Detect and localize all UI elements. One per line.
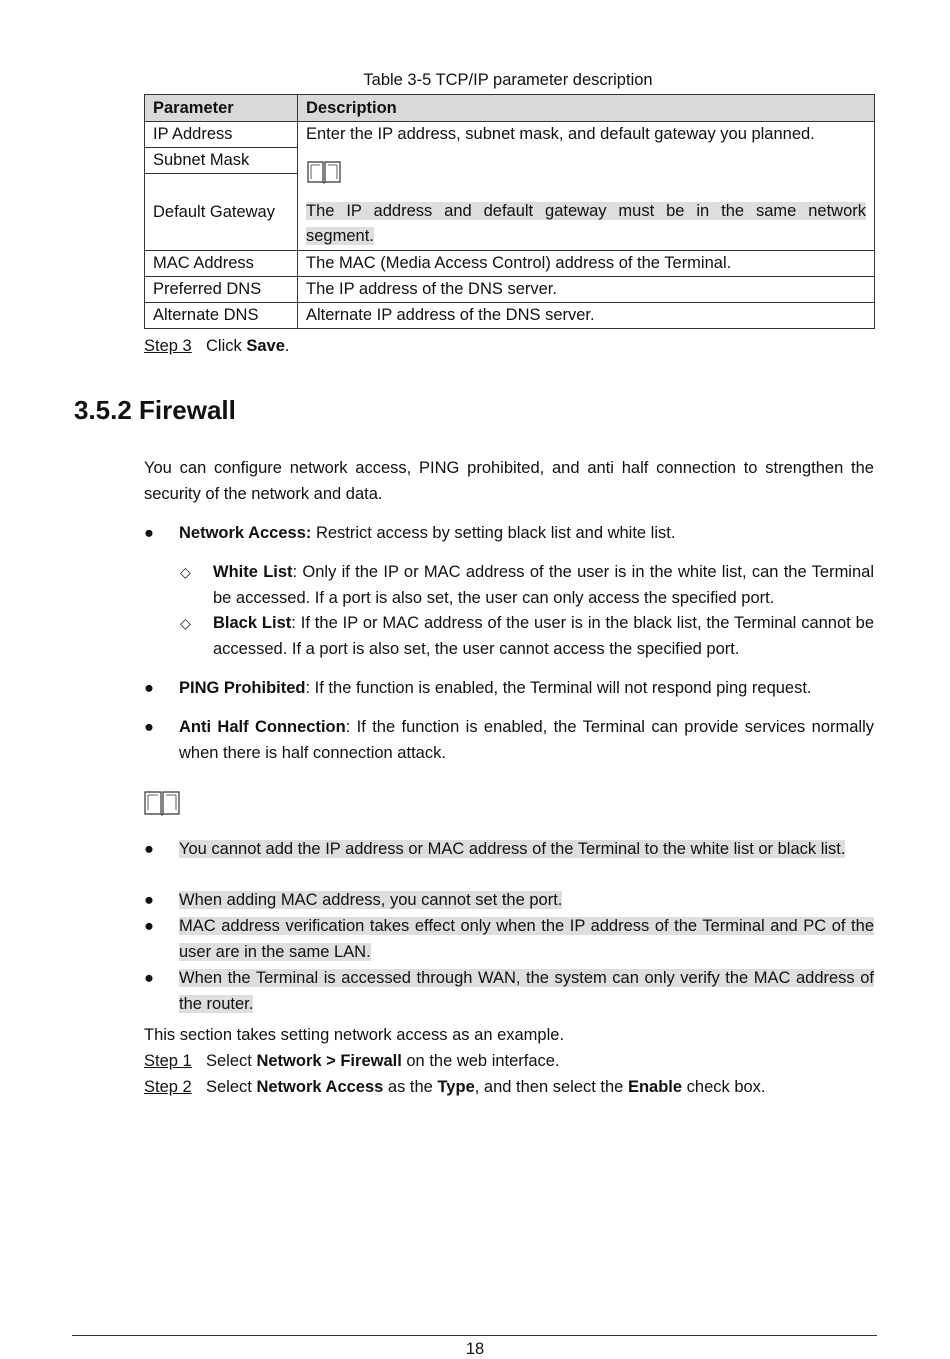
step-2-pre: Select <box>206 1078 257 1096</box>
desc-alternate-dns: Alternate IP address of the DNS server. <box>298 303 875 329</box>
table-row <box>145 277 875 303</box>
book-icon <box>306 159 342 183</box>
save-bold: Save <box>246 337 285 355</box>
step-1-label: Step 1 <box>144 1052 192 1070</box>
param-subnet-mask: Subnet Mask <box>145 148 298 174</box>
bullet-dot: ● <box>144 917 154 935</box>
sub-bullet-diamond: ◇ <box>180 564 191 580</box>
bullet-dot: ● <box>144 840 154 858</box>
section-heading: 3.5.2 Firewall <box>74 395 236 425</box>
note-icon-wrap <box>306 147 866 199</box>
black-list-bold: Black List <box>213 614 292 632</box>
page-number: 18 <box>465 1340 485 1358</box>
param-preferred-dns: Preferred DNS <box>145 277 298 303</box>
step-3-label: Step 3 <box>144 337 192 355</box>
network-access-text: Restrict access by setting black list and white list. <box>311 524 676 542</box>
note-text: When the Terminal is accessed through WAN, the system can only verify the MAC address of the router. <box>179 969 874 1013</box>
step-2-bold-network-access: Network Access <box>256 1078 384 1096</box>
ping-text: : If the function is enabled, the Terminal will not respond ping request. <box>305 679 812 697</box>
bullet-network-access <box>144 520 874 546</box>
bullet-anti-half-connection <box>144 714 874 766</box>
footer-divider <box>72 1335 877 1336</box>
white-list-bold: White List <box>213 563 293 581</box>
book-icon <box>143 789 181 822</box>
gateway-note-line1: The IP address and default gateway must be in the same network <box>306 202 866 220</box>
step-1-pre: Select <box>206 1052 257 1070</box>
header-description: Description <box>298 95 875 122</box>
sub-bullet-black-list <box>180 610 874 662</box>
table-header-row <box>145 95 875 122</box>
step-2-bold-enable: Enable <box>627 1078 683 1096</box>
sub-bullet-diamond: ◇ <box>180 615 191 631</box>
bullet-dot: ● <box>144 679 154 697</box>
step-2-label: Step 2 <box>144 1078 192 1096</box>
intro-paragraph: You can configure network access, PING prohibited, and anti half connection to strengthen the security of the network and data. <box>144 459 874 503</box>
anti-text: : If the function is enabled, the Terminal can provide services normally when there is half connection attack. <box>179 718 874 762</box>
network-access-bold: Network Access: <box>179 524 312 542</box>
step-3-text: Click <box>206 337 247 355</box>
param-default-gateway: Default Gateway <box>145 174 298 251</box>
anti-bold: Anti Half Connection <box>179 718 346 736</box>
note-text: MAC address verification takes effect only when the IP address of the Terminal and PC of the user are in the same LAN. <box>179 917 874 961</box>
desc-mac-address: The MAC (Media Access Control) address of the Terminal. <box>298 251 875 277</box>
tcpip-parameter-table <box>144 94 875 329</box>
note-item <box>144 913 874 965</box>
note-item <box>144 965 874 1017</box>
step-2-mid2: , and then select the <box>474 1078 628 1096</box>
example-paragraph: This section takes setting network access as an example. <box>144 1026 565 1044</box>
bullet-dot: ● <box>144 718 154 736</box>
step-1-bold: Network > Firewall <box>256 1052 402 1070</box>
desc-preferred-dns: The IP address of the DNS server. <box>298 277 875 303</box>
param-mac-address: MAC Address <box>145 251 298 277</box>
header-parameter: Parameter <box>145 95 298 122</box>
note-item <box>144 887 874 913</box>
gateway-note-line2: segment. <box>306 227 374 245</box>
step-2-post: check box. <box>682 1078 766 1096</box>
table-caption: Table 3-5 TCP/IP parameter description <box>363 71 653 89</box>
param-ip-address: IP Address <box>145 122 298 148</box>
black-list-text: : If the IP or MAC address of the user is in the black list, the Terminal cannot be accessed. If a port is also set, the user cannot access the specified port. <box>213 614 874 658</box>
table-row <box>145 303 875 329</box>
step-2 <box>144 1074 766 1100</box>
table-row <box>145 122 875 148</box>
step-3-end: . <box>284 337 290 355</box>
step-1-post: on the web interface. <box>401 1052 560 1070</box>
note-text: You cannot add the IP address or MAC address of the Terminal to the white list or black list. <box>179 840 846 858</box>
white-list-text: : Only if the IP or MAC address of the user is in the white list, can the Terminal be accessed. If a port is also set, the user can only access the specified port. <box>213 563 874 607</box>
step-3 <box>144 333 289 359</box>
ping-bold: PING Prohibited <box>179 679 306 697</box>
ip-desc-text: Enter the IP address, subnet mask, and default gateway you planned. <box>306 125 815 143</box>
table-row <box>145 251 875 277</box>
step-1 <box>144 1048 560 1074</box>
desc-ip-gateway <box>298 122 875 251</box>
step-2-mid1: as the <box>383 1078 438 1096</box>
bullet-dot: ● <box>144 891 154 909</box>
param-alternate-dns: Alternate DNS <box>145 303 298 329</box>
bullet-ping-prohibited <box>144 675 874 701</box>
note-text: When adding MAC address, you cannot set the port. <box>179 891 563 909</box>
step-2-bold-type: Type <box>437 1078 475 1096</box>
bullet-dot: ● <box>144 524 154 542</box>
note-item <box>144 836 874 888</box>
bullet-dot: ● <box>144 969 154 987</box>
sub-bullet-white-list <box>180 559 874 611</box>
